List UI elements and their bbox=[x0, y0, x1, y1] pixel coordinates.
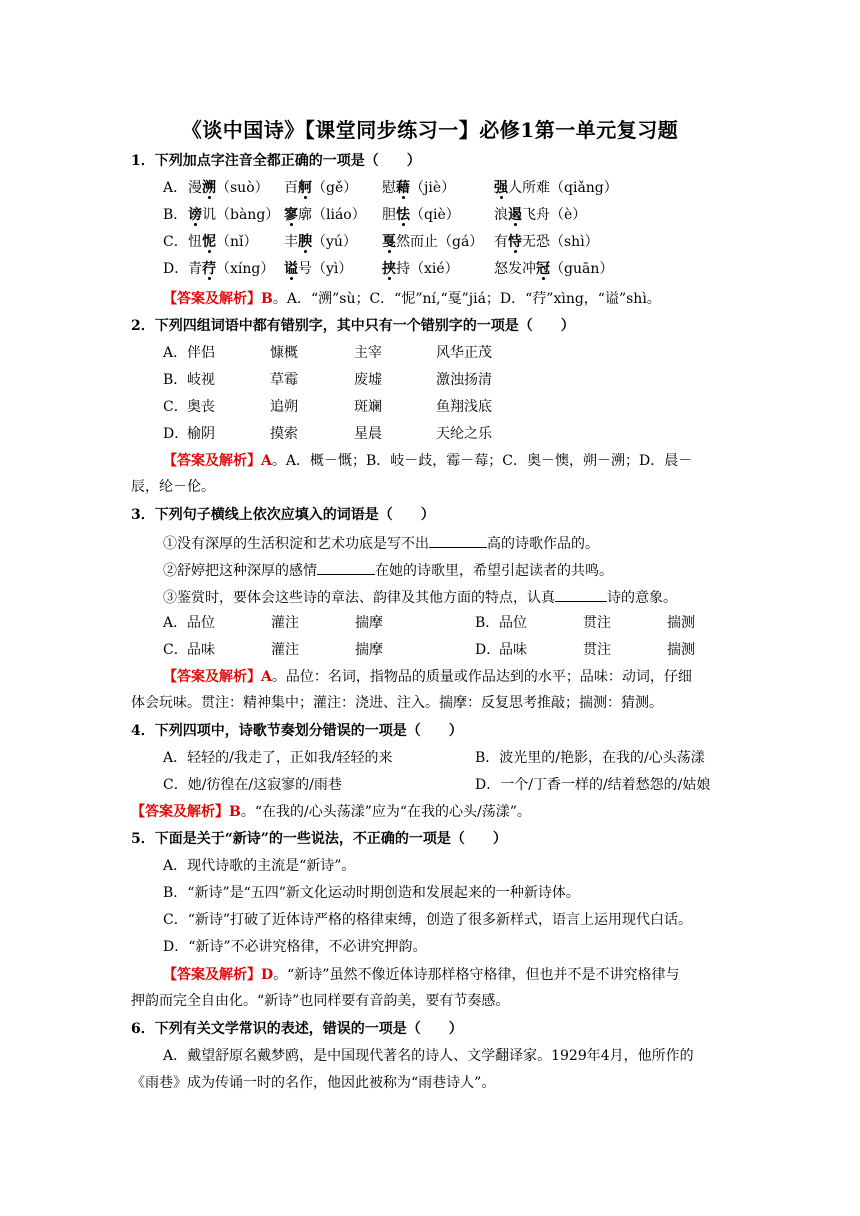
answer-label: 【答案及解析】 bbox=[131, 804, 229, 820]
option-word: 慷概 bbox=[270, 345, 298, 361]
option-item: 忸怩（nǐ） bbox=[188, 234, 258, 250]
question-5-stem: 5．下面是关于“新诗”的一些说法，不正确的一项是（ ） bbox=[131, 831, 507, 847]
option-word: 贯注 bbox=[583, 615, 611, 631]
question-4-option-b: B．波光里的/艳影，在我的/心头荡漾 bbox=[475, 750, 705, 766]
option-item: 漫溯（suò） bbox=[188, 180, 269, 196]
option-item: 有恃无恐（shì） bbox=[494, 234, 599, 250]
question-3-answer bbox=[163, 667, 692, 687]
blank-line bbox=[555, 587, 607, 602]
dotted-character: 藉 bbox=[396, 180, 410, 196]
option-word: 品位 bbox=[187, 615, 215, 631]
answer-letter: B bbox=[229, 804, 241, 820]
answer-label: 【答案及解析】 bbox=[163, 291, 261, 307]
option-word: 草霉 bbox=[270, 372, 298, 388]
option-letter: C． bbox=[163, 399, 188, 415]
blank-line bbox=[429, 533, 487, 548]
question-6-stem: 6．下列有关文学常识的表述，错误的一项是（ ） bbox=[131, 1021, 463, 1037]
answer-letter: D bbox=[261, 967, 274, 983]
dotted-character: 怯 bbox=[396, 207, 410, 223]
question-5-option-c: C．“新诗”打破了近体诗严格的格律束缚，创造了很多新样式，语言上运用现代白话。 bbox=[163, 912, 693, 928]
dotted-character: 挟 bbox=[382, 261, 396, 277]
option-item: 百舸（gě） bbox=[284, 180, 358, 196]
answer-text: 。A．概－慨；B．岐－歧，霉－莓；C．奥－懊，朔－溯；D．晨－ bbox=[271, 453, 693, 469]
option-letter: A． bbox=[163, 615, 188, 631]
option-word: 揣摩 bbox=[355, 615, 383, 631]
option-item: 强人所难（qiǎng） bbox=[494, 180, 618, 196]
option-word: 揣测 bbox=[667, 642, 695, 658]
option-word: 奥丧 bbox=[187, 399, 215, 415]
option-word: 揣摩 bbox=[355, 642, 383, 658]
option-item: 胆怯（qiè） bbox=[382, 207, 460, 223]
answer-label: 【答案及解析】 bbox=[163, 967, 261, 983]
option-item: 慰藉（jiè） bbox=[382, 180, 456, 196]
option-letter: C． bbox=[163, 234, 188, 250]
question-4-stem: 4．下列四项中，诗歌节奏划分错误的一项是（ ） bbox=[131, 723, 463, 739]
option-letter: B． bbox=[163, 207, 188, 223]
dotted-character: 舸 bbox=[298, 180, 312, 196]
option-letter: B． bbox=[163, 372, 188, 388]
dotted-character: 寥 bbox=[284, 207, 298, 223]
answer-label: 【答案及解析】 bbox=[163, 669, 261, 685]
option-word: 废墟 bbox=[354, 372, 382, 388]
option-item: 寥廓（liáo） bbox=[284, 207, 366, 223]
option-item: 浪遏飞舟（è） bbox=[494, 207, 587, 223]
dotted-character: 怩 bbox=[202, 234, 216, 250]
dotted-character: 谤 bbox=[188, 207, 202, 223]
question-4-option-c: C．她/彷徨在/这寂寥的/雨巷 bbox=[163, 777, 342, 793]
option-word: 灌注 bbox=[271, 615, 299, 631]
option-letter: D． bbox=[163, 261, 189, 277]
answer-letter: B bbox=[261, 291, 273, 307]
question-5-option-d: D．“新诗”不必讲究格律，不必讲究押韵。 bbox=[163, 939, 427, 955]
answer-label: 【答案及解析】 bbox=[163, 453, 261, 469]
option-item: 挟持（xié） bbox=[382, 261, 459, 277]
option-item: 谥号（yì） bbox=[284, 261, 353, 277]
answer-text: 。A．“溯”sù；C．“怩”ní,“戛”jiá；D．“荇”xìng，“谥”shì。 bbox=[272, 291, 661, 307]
option-word: 主宰 bbox=[354, 345, 382, 361]
option-item: 戛然而止（gá） bbox=[382, 234, 484, 250]
option-word: 激浊扬清 bbox=[436, 372, 492, 388]
question-1-answer bbox=[163, 289, 661, 309]
option-word: 贯注 bbox=[583, 642, 611, 658]
question-4-option-d: D．一个/丁香一样的/结着愁怨的/姑娘 bbox=[475, 777, 711, 793]
question-5-option-a: A．现代诗歌的主流是“新诗”。 bbox=[163, 858, 356, 874]
option-letter: C． bbox=[163, 642, 188, 658]
dotted-character: 腴 bbox=[298, 234, 312, 250]
option-word: 揣测 bbox=[667, 615, 695, 631]
question-3-stem: 3．下列句子横线上依次应填入的词语是（ ） bbox=[131, 507, 435, 523]
question-3-sentence-2: ②舒婷把这种深厚的感情 在她的诗歌里，希望引起读者的共鸣。 bbox=[163, 560, 613, 581]
dotted-character: 谥 bbox=[284, 261, 298, 277]
answer-text: 。品位：名词，指物品的质量或作品达到的水平；品味：动词，仔细 bbox=[271, 669, 692, 685]
answer-letter: A bbox=[261, 453, 272, 469]
option-word: 鱼翔浅底 bbox=[436, 399, 492, 415]
option-letter: A． bbox=[163, 180, 188, 196]
question-2-stem: 2．下列四组词语中都有错别字，其中只有一个错别字的一项是（ ） bbox=[131, 318, 575, 334]
option-word: 岐视 bbox=[187, 372, 215, 388]
question-3-answer-cont: 体会玩味。贯注：精神集中；灌注：浇进、注入。揣摩：反复思考推敲；揣测：猜测。 bbox=[131, 695, 663, 711]
answer-text: 。“在我的/心头荡漾”应为“在我的心头/荡漾”。 bbox=[240, 804, 531, 820]
option-word: 星晨 bbox=[354, 426, 382, 442]
question-5-option-b: B．“新诗”是“五四”新文化运动时期创造和发展起来的一种新诗体。 bbox=[163, 885, 580, 901]
question-4-option-a: A．轻轻的/我走了，正如我/轻轻的来 bbox=[163, 750, 393, 766]
answer-text: 。“新诗”虽然不像近体诗那样格守格律，但也并不是不讲究格律与 bbox=[273, 967, 680, 983]
option-word: 榆阴 bbox=[187, 426, 215, 442]
option-word: 天纶之乐 bbox=[436, 426, 492, 442]
option-letter: D． bbox=[163, 426, 189, 442]
option-word: 品味 bbox=[187, 642, 215, 658]
option-word: 追朔 bbox=[270, 399, 298, 415]
option-word: 斑斓 bbox=[354, 399, 382, 415]
question-2-answer-cont: 辰，纶－伦。 bbox=[131, 479, 215, 495]
option-word: 品味 bbox=[499, 642, 527, 658]
option-word: 伴侣 bbox=[187, 345, 215, 361]
option-letter: A． bbox=[163, 345, 188, 361]
dotted-character: 冠 bbox=[536, 261, 550, 277]
option-letter: D． bbox=[475, 642, 501, 658]
option-word: 摸索 bbox=[270, 426, 298, 442]
document-title: 《谈中国诗》【课堂同步练习一】必修1第一单元复习题 bbox=[181, 118, 679, 142]
option-item: 青荇（xíng） bbox=[188, 261, 275, 277]
answer-letter: A bbox=[261, 669, 272, 685]
question-3-sentence-1: ①没有深厚的生活积淀和艺术功底是写不出 高的诗歌作品的。 bbox=[163, 533, 599, 554]
question-1-stem: 1．下列加点字注音全都正确的一项是（ ） bbox=[131, 153, 421, 169]
option-letter: B． bbox=[475, 615, 500, 631]
dotted-character: 溯 bbox=[202, 180, 216, 196]
dotted-character: 荇 bbox=[202, 261, 216, 277]
option-word: 品位 bbox=[499, 615, 527, 631]
dotted-character: 戛 bbox=[382, 234, 396, 250]
dotted-character: 遏 bbox=[508, 207, 522, 223]
question-6-option-a-cont: 《雨巷》成为传诵一时的名作，他因此被称为“雨巷诗人”。 bbox=[131, 1075, 496, 1091]
question-6-option-a: A．戴望舒原名戴梦鸥，是中国现代著名的诗人、文学翻译家。1929年4月，他所作的 bbox=[163, 1048, 694, 1064]
option-word: 灌注 bbox=[271, 642, 299, 658]
question-5-answer bbox=[163, 965, 679, 985]
question-3-sentence-3: ③鉴赏时，要体会这些诗的章法、韵律及其他方面的特点，认真 诗的意象。 bbox=[163, 587, 677, 608]
option-word: 风华正茂 bbox=[436, 345, 492, 361]
dotted-character: 恃 bbox=[508, 234, 522, 250]
question-5-answer-cont: 押韵而完全自由化。“新诗”也同样要有音韵美，要有节奏感。 bbox=[131, 993, 510, 1009]
blank-line bbox=[317, 560, 375, 575]
dotted-character: 强 bbox=[494, 180, 508, 196]
question-2-answer bbox=[163, 451, 692, 471]
option-item: 丰腴（yú） bbox=[284, 234, 357, 250]
option-item: 怒发冲冠（guān） bbox=[494, 261, 614, 277]
question-4-answer bbox=[131, 802, 531, 822]
option-item: 谤讥（bàng） bbox=[188, 207, 280, 223]
